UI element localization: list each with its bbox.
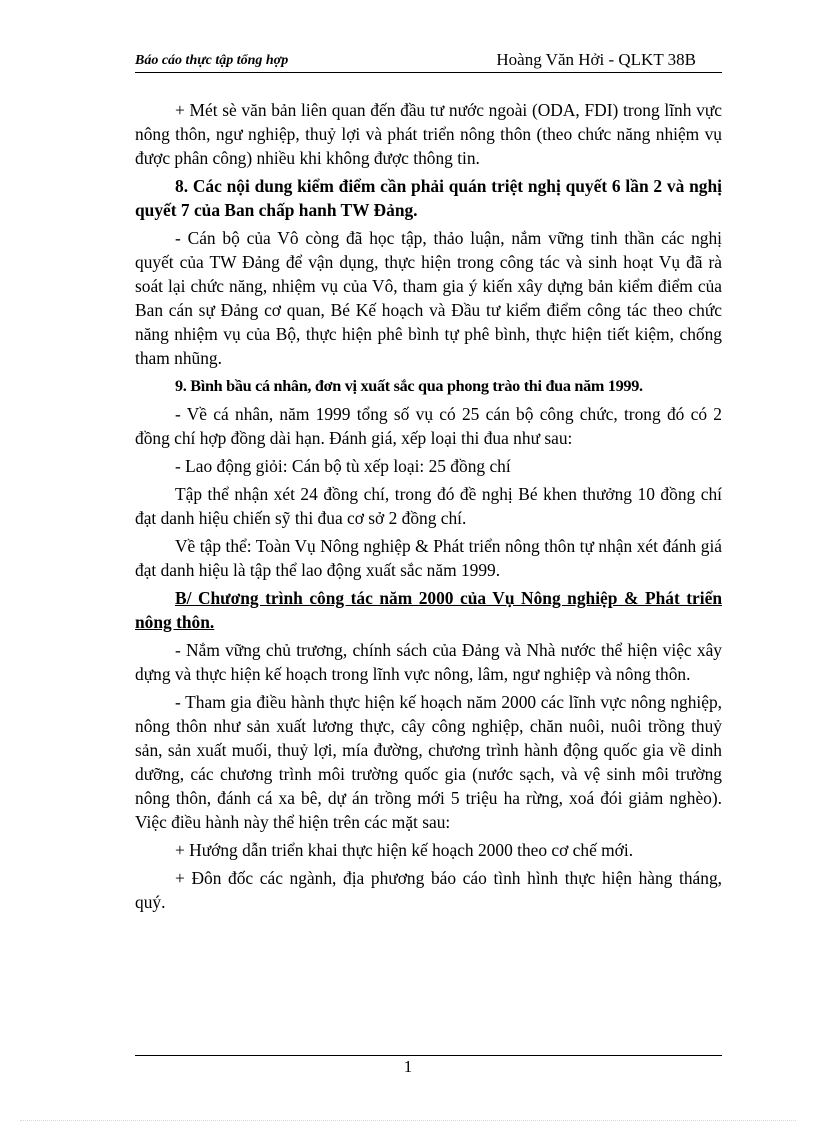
paragraph: Về tập thể: Toàn Vụ Nông nghiệp & Phát triển nông thôn tự nhận xét đánh giá đạt danh hiệu là tập thể lao động xuất sắc năm 1999. xyxy=(135,536,722,580)
page-number: 1 xyxy=(403,1057,413,1076)
page-header xyxy=(135,50,722,72)
paragraph: + Đôn đốc các ngành, địa phương báo cáo tình hình thực hiện hàng tháng, quý. xyxy=(135,868,722,912)
author-info: Hoàng Văn Hởi - QLKT 38B xyxy=(496,50,696,69)
paragraph: + Mét sè văn bản liên quan đến đầu tư nước ngoài (ODA, FDI) trong lĩnh vực nông thôn, ngư nghiệp, thuỷ lợi và phát triển nông thôn (theo chức năng nhiệm vụ được phân công) nhiều khi không được thông tin. xyxy=(135,100,722,168)
section-heading: B/ Chương trình công tác năm 2000 của Vụ Nông nghiệp & Phát triển nông thôn. xyxy=(135,588,722,632)
report-title: Báo cáo thực tập tổng hợp xyxy=(135,53,289,68)
section-heading: 9. Bình bầu cá nhân, đơn vị xuất sắc qua phong trào thi đua năm 1999. xyxy=(175,377,643,395)
paragraph: - Nắm vững chủ trương, chính sách của Đảng và Nhà nước thể hiện việc xây dựng và thực hiện kế hoạch trong lĩnh vực nông, lâm, ngư nghiệp và nông thôn. xyxy=(135,640,722,684)
paragraph: - Về cá nhân, năm 1999 tổng số vụ có 25 cán bộ công chức, trong đó có 2 đồng chí hợp đồng dài hạn. Đánh giá, xếp loại thi đua như sau: xyxy=(135,404,722,448)
section-heading: 8. Các nội dung kiểm điểm cần phải quán triệt nghị quyết 6 lần 2 và nghị quyết 7 của Ban chấp hanh TW Đảng. xyxy=(135,176,722,220)
document-body xyxy=(135,98,722,918)
paragraph: + Hướng dẫn triển khai thực hiện kế hoạch 2000 theo cơ chế mới. xyxy=(175,840,634,860)
paragraph: - Tham gia điều hành thực hiện kế hoạch năm 2000 các lĩnh vực nông nghiệp, nông thôn như sản xuất lương thực, cây công nghiệp, chăn nuôi, nuôi trồng thuỷ sản, sản xuất muối, thuỷ lợi, mía đường, chương trình hành động quốc gia về dinh dưỡng, các chương trình môi trường quốc gia (nước sạch, và vệ sinh môi trường nông thôn, đánh cá xa bê, dự án trồng mới 5 triệu ha rừng, xoá đói giảm nghèo). Việc điều hành này thể hiện trên các mặt sau: xyxy=(135,692,722,832)
paragraph: - Lao động giỏi: Cán bộ tù xếp loại: 25 đồng chí xyxy=(175,456,511,476)
header-divider xyxy=(135,72,722,73)
footer-divider xyxy=(135,1055,722,1056)
paragraph: - Cán bộ của Vô còng đã học tập, thảo luận, nắm vững tinh thần các nghị quyết của TW Đảng để vận dụng, thực hiện trong công tác và sinh hoạt Vụ đã rà soát lại chức năng, nhiệm vụ của Vô, tham gia ý kiến xây dựng bản kiểm điểm của Ban cán sự Đảng cơ quan, Bé Kế hoạch và Đầu tư kiểm điểm công tác theo chức năng nhiệm vụ của Bộ, thực hiện phê bình tự phê bình, thực hiện tiết kiệm, chống tham nhũng. xyxy=(135,228,722,368)
page-edge xyxy=(20,1120,796,1121)
paragraph: Tập thể nhận xét 24 đồng chí, trong đó đề nghị Bé khen thưởng 10 đồng chí đạt danh hiệu chiến sỹ thi đua cơ sở 2 đồng chí. xyxy=(135,484,722,528)
